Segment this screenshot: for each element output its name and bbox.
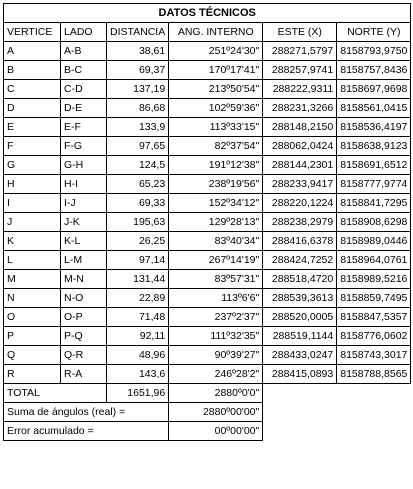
cell-este: 288231,3266: [263, 99, 337, 118]
total-distance: 1651,96: [107, 384, 169, 403]
table-row: [4, 251, 411, 270]
cell-vertice: B: [4, 61, 61, 80]
cell-ang-interno: 129º28'13": [169, 213, 263, 232]
cell-norte: 8158964,0761: [337, 251, 411, 270]
cell-vertice: P: [4, 327, 61, 346]
cell-lado: F-G: [61, 137, 107, 156]
cell-lado: A-B: [61, 42, 107, 61]
cell-ang-interno: 251º24'30": [169, 42, 263, 61]
header-lado: LADO: [61, 23, 107, 42]
cell-ang-interno: 237º2'37": [169, 308, 263, 327]
table-row: [4, 99, 411, 118]
cell-norte: 8158908,6298: [337, 213, 411, 232]
cell-distancia: 48,96: [107, 346, 169, 365]
cell-norte: 8158793,9750: [337, 42, 411, 61]
cell-ang-interno: 83º40'34": [169, 232, 263, 251]
sum-angles-row: [4, 403, 411, 422]
cell-distancia: 133,9: [107, 118, 169, 137]
total-angle: 2880º0'0": [169, 384, 263, 403]
cell-ang-interno: 267º14'19": [169, 251, 263, 270]
cell-este: 288148,2150: [263, 118, 337, 137]
cell-vertice: G: [4, 156, 61, 175]
blank-cell: [263, 422, 411, 441]
blank-cell: [263, 384, 411, 403]
cell-este: 288433,0247: [263, 346, 337, 365]
cell-norte: 8158757,8436: [337, 61, 411, 80]
cell-vertice: A: [4, 42, 61, 61]
table-row: [4, 365, 411, 384]
cell-lado: E-F: [61, 118, 107, 137]
cell-ang-interno: 90º39'27": [169, 346, 263, 365]
cell-distancia: 22,89: [107, 289, 169, 308]
cell-este: 288518,4720: [263, 270, 337, 289]
cell-distancia: 131,44: [107, 270, 169, 289]
cell-vertice: H: [4, 175, 61, 194]
cell-distancia: 69,37: [107, 61, 169, 80]
technical-data-sheet: [3, 3, 411, 441]
header-ang-interno: ANG. INTERNO: [169, 23, 263, 42]
cell-norte: 8158859,7495: [337, 289, 411, 308]
cell-lado: R-A: [61, 365, 107, 384]
table-row: [4, 42, 411, 61]
cell-este: 288220,1224: [263, 194, 337, 213]
cell-lado: D-E: [61, 99, 107, 118]
cell-ang-interno: 111º32'35": [169, 327, 263, 346]
cell-este: 288416,6378: [263, 232, 337, 251]
cell-lado: Q-R: [61, 346, 107, 365]
cell-lado: P-Q: [61, 327, 107, 346]
table-row: [4, 308, 411, 327]
header-este: ESTE (X): [263, 23, 337, 42]
table-row: [4, 61, 411, 80]
cell-vertice: J: [4, 213, 61, 232]
cell-lado: M-N: [61, 270, 107, 289]
cell-lado: H-I: [61, 175, 107, 194]
cell-distancia: 71,48: [107, 308, 169, 327]
cell-norte: 8158561,0415: [337, 99, 411, 118]
cell-distancia: 86,68: [107, 99, 169, 118]
technical-data-table: [3, 3, 411, 441]
cell-ang-interno: 113º33'15": [169, 118, 263, 137]
cell-vertice: E: [4, 118, 61, 137]
table-row: [4, 194, 411, 213]
cell-lado: G-H: [61, 156, 107, 175]
cell-este: 288238,2979: [263, 213, 337, 232]
cell-vertice: F: [4, 137, 61, 156]
cell-norte: 8158743,3017: [337, 346, 411, 365]
table-title: DATOS TÉCNICOS: [4, 4, 411, 23]
cell-norte: 8158841,7295: [337, 194, 411, 213]
cell-distancia: 92,11: [107, 327, 169, 346]
table-row: [4, 327, 411, 346]
cell-vertice: O: [4, 308, 61, 327]
cell-este: 288257,9741: [263, 61, 337, 80]
header-vertice: VERTICE: [4, 23, 61, 42]
table-row: [4, 80, 411, 99]
cell-este: 288519,1144: [263, 327, 337, 346]
cell-norte: 8158777,9774: [337, 175, 411, 194]
cell-norte: 8158536,4197: [337, 118, 411, 137]
table-row: [4, 346, 411, 365]
cell-distancia: 143,6: [107, 365, 169, 384]
cell-este: 288520,0005: [263, 308, 337, 327]
cell-norte: 8158989,5216: [337, 270, 411, 289]
cell-ang-interno: 152º34'12": [169, 194, 263, 213]
error-value: 00º00'00": [169, 422, 263, 441]
cell-vertice: R: [4, 365, 61, 384]
cell-norte: 8158788,8565: [337, 365, 411, 384]
cell-lado: I-J: [61, 194, 107, 213]
cell-este: 288222,9311: [263, 80, 337, 99]
cell-distancia: 97,14: [107, 251, 169, 270]
total-row: [4, 384, 411, 403]
cell-vertice: N: [4, 289, 61, 308]
cell-distancia: 69,33: [107, 194, 169, 213]
cell-vertice: C: [4, 80, 61, 99]
cell-vertice: M: [4, 270, 61, 289]
cell-distancia: 137,19: [107, 80, 169, 99]
table-row: [4, 289, 411, 308]
cell-vertice: I: [4, 194, 61, 213]
header-norte: NORTE (Y): [337, 23, 411, 42]
cell-distancia: 38,61: [107, 42, 169, 61]
header-row: [4, 23, 411, 42]
cell-vertice: Q: [4, 346, 61, 365]
cell-norte: 8158989,0446: [337, 232, 411, 251]
cell-norte: 8158697,9698: [337, 80, 411, 99]
cell-este: 288233,9417: [263, 175, 337, 194]
error-row: [4, 422, 411, 441]
table-row: [4, 137, 411, 156]
cell-ang-interno: 213º50'54": [169, 80, 263, 99]
error-label: Error acumulado =: [4, 422, 169, 441]
cell-ang-interno: 113º6'6": [169, 289, 263, 308]
cell-norte: 8158776,0602: [337, 327, 411, 346]
cell-este: 288415,0893: [263, 365, 337, 384]
cell-lado: O-P: [61, 308, 107, 327]
sum-angles-value: 2880º00'00": [169, 403, 263, 422]
cell-distancia: 124,5: [107, 156, 169, 175]
cell-distancia: 65,23: [107, 175, 169, 194]
cell-distancia: 26,25: [107, 232, 169, 251]
blank-cell: [263, 403, 411, 422]
table-row: [4, 213, 411, 232]
cell-ang-interno: 191º12'38": [169, 156, 263, 175]
cell-lado: C-D: [61, 80, 107, 99]
cell-lado: L-M: [61, 251, 107, 270]
sum-angles-label: Suma de ángulos (real) =: [4, 403, 169, 422]
cell-lado: B-C: [61, 61, 107, 80]
cell-este: 288144,2301: [263, 156, 337, 175]
cell-norte: 8158691,6512: [337, 156, 411, 175]
table-row: [4, 156, 411, 175]
table-row: [4, 175, 411, 194]
cell-ang-interno: 170º17'41": [169, 61, 263, 80]
cell-lado: J-K: [61, 213, 107, 232]
cell-vertice: D: [4, 99, 61, 118]
cell-distancia: 97,65: [107, 137, 169, 156]
table-row: [4, 232, 411, 251]
header-distancia: DISTANCIA: [107, 23, 169, 42]
cell-vertice: L: [4, 251, 61, 270]
cell-ang-interno: 82º37'54": [169, 137, 263, 156]
cell-este: 288271,5797: [263, 42, 337, 61]
table-row: [4, 270, 411, 289]
table-row: [4, 118, 411, 137]
cell-ang-interno: 83º57'31": [169, 270, 263, 289]
cell-lado: N-O: [61, 289, 107, 308]
cell-lado: K-L: [61, 232, 107, 251]
cell-ang-interno: 238º19'56": [169, 175, 263, 194]
cell-ang-interno: 246º28'2": [169, 365, 263, 384]
cell-norte: 8158638,9123: [337, 137, 411, 156]
table-body: [4, 42, 411, 384]
cell-vertice: K: [4, 232, 61, 251]
cell-ang-interno: 102º59'36": [169, 99, 263, 118]
cell-este: 288539,3613: [263, 289, 337, 308]
title-row: [4, 4, 411, 23]
cell-este: 288062,0424: [263, 137, 337, 156]
cell-norte: 8158847,5357: [337, 308, 411, 327]
cell-este: 288424,7252: [263, 251, 337, 270]
cell-distancia: 195,63: [107, 213, 169, 232]
total-label: TOTAL: [4, 384, 107, 403]
